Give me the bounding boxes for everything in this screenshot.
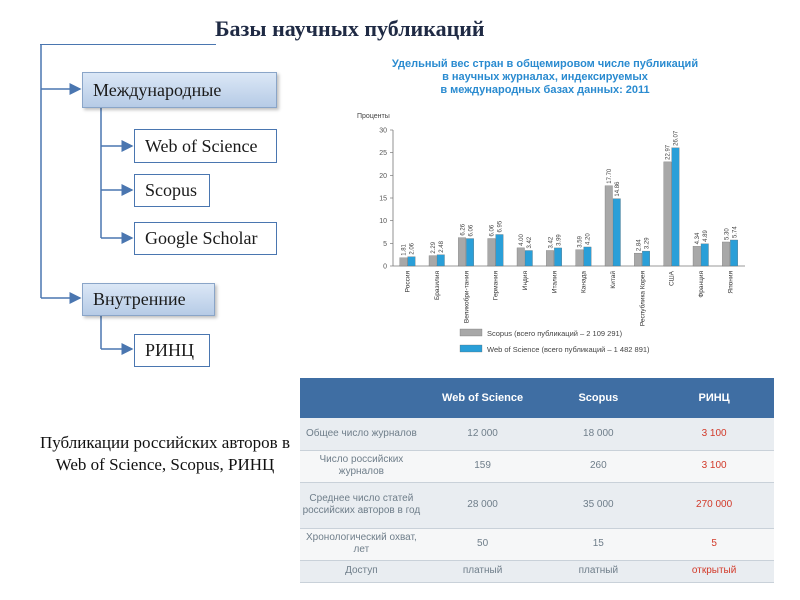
bar (672, 148, 680, 266)
bar (517, 248, 525, 266)
table-row (300, 482, 774, 528)
bar-value-label: 22.97 (665, 144, 672, 160)
cell-rinc: 270 000 (654, 482, 774, 528)
bar-value-label: 2.48 (439, 241, 445, 253)
bar (701, 244, 709, 266)
x-tick-label: Великобри-тания (463, 271, 471, 324)
row-label: Число российских журналов (300, 450, 423, 482)
y-tick-label: 0 (383, 263, 387, 271)
bar-value-label: 2.06 (409, 242, 416, 255)
bar-value-label: 6.06 (489, 224, 496, 237)
y-axis-label: Проценты (357, 113, 390, 120)
table-header-scopus: Scopus (542, 378, 654, 418)
cell-rinc: 3 100 (654, 450, 774, 482)
bar (496, 234, 504, 266)
bar-value-label: 3.42 (548, 236, 555, 249)
legend-entry: Scopus (всего публикаций – 2 109 291) (487, 329, 623, 338)
bar-value-label: 5.74 (732, 226, 739, 238)
x-tick-label: Франция (698, 271, 705, 298)
bar-value-label: 1.81 (401, 244, 408, 256)
bar-value-label: 3.99 (556, 234, 563, 246)
x-tick-label: Италия (551, 271, 559, 294)
x-tick-label: Китай (610, 271, 617, 289)
bar (730, 240, 738, 266)
cell-wos: 12 000 (423, 418, 543, 450)
bar-value-label: 2.29 (431, 241, 437, 254)
bar (400, 258, 408, 266)
bar (584, 247, 592, 266)
cell-wos: 50 (423, 528, 543, 560)
cell-rinc: 3 100 (654, 418, 774, 450)
cell-scopus: 18 000 (542, 418, 654, 450)
comparison-table (300, 378, 774, 576)
y-tick-label: 30 (379, 127, 387, 135)
node-domestic: Внутренние (82, 283, 215, 316)
bar-value-label: 4.34 (695, 232, 701, 245)
row-label: Среднее число статей российских авторов в год (300, 482, 423, 528)
cell-scopus: 15 (542, 528, 654, 560)
cell-wos: 159 (423, 450, 543, 482)
node-scopus: Scopus (134, 174, 210, 207)
x-tick-label: Бразилия (434, 271, 441, 300)
bar (554, 248, 562, 266)
bar-value-label: 4.00 (519, 234, 525, 246)
cell-wos: 28 000 (423, 482, 543, 528)
bar-value-label: 17.70 (607, 168, 613, 184)
bar (525, 250, 533, 266)
x-tick-label: США (668, 271, 676, 286)
table-header-wos: Web of Science (423, 378, 543, 418)
cell-rinc: открытый (654, 560, 774, 582)
bar (722, 242, 730, 266)
bar-value-label: 6.26 (460, 223, 467, 236)
bar-value-label: 26.07 (673, 130, 680, 146)
chart-title: Удельный вес стран в общемировом числе публикаций в научных журналах, индексируемых в международных базах данных: 2011 (391, 58, 699, 96)
bar (642, 251, 650, 266)
node-international: Международные (82, 72, 277, 108)
bar-value-label: 5.30 (724, 228, 731, 240)
bar-value-label: 14.86 (615, 181, 621, 197)
bar-value-label: 6.95 (497, 220, 504, 233)
cell-scopus: платный (542, 560, 654, 582)
y-tick-label: 25 (379, 150, 387, 158)
bar-value-label: 3.42 (527, 236, 533, 249)
table-row (300, 450, 774, 482)
cell-scopus: 35 000 (542, 482, 654, 528)
bar-chart (355, 58, 755, 368)
legend-swatch (460, 329, 482, 336)
x-tick-label: Япония (727, 271, 735, 294)
bar (664, 162, 672, 266)
table-row (300, 560, 774, 582)
row-label: Хронологический охват, лет (300, 528, 423, 560)
bar (613, 199, 621, 266)
legend-entry: Web of Science (всего публикаций – 1 482 891) (487, 345, 650, 354)
table-row (300, 418, 774, 450)
bar (634, 253, 642, 266)
bar (576, 250, 584, 266)
x-tick-label: Россия (404, 271, 412, 293)
node-web-of-science: Web of Science (134, 129, 277, 163)
bar (458, 238, 466, 266)
bar (605, 186, 613, 266)
bar (429, 256, 437, 266)
page-title: Базы научных публикаций (215, 16, 485, 41)
bar-value-label: 2.84 (636, 239, 643, 252)
y-tick-label: 20 (379, 172, 387, 180)
bar-value-label: 4.89 (703, 230, 709, 242)
cell-rinc: 5 (654, 528, 774, 560)
bar (488, 239, 496, 266)
bar (466, 239, 474, 266)
bar (437, 255, 445, 266)
caption-text: Публикации российских авторов в Web of Science, Scopus, РИНЦ (40, 433, 290, 474)
chart-svg (355, 58, 755, 368)
row-label: Доступ (300, 560, 423, 582)
bar-value-label: 3.59 (577, 236, 584, 248)
table-header-empty (300, 378, 423, 418)
y-tick-label: 15 (379, 195, 387, 203)
node-google-scholar: Google Scholar (134, 222, 277, 255)
legend-swatch (460, 345, 482, 352)
bar (408, 257, 416, 266)
bar (546, 250, 554, 266)
y-tick-label: 10 (379, 218, 387, 226)
bar-value-label: 4.20 (585, 233, 592, 245)
x-tick-label: Республика Корея (639, 271, 647, 327)
row-label: Общее число журналов (300, 418, 423, 450)
table-header-rinc: РИНЦ (654, 378, 774, 418)
x-tick-label: Германия (492, 271, 500, 301)
bar-value-label: 6.06 (468, 224, 475, 237)
table-row (300, 528, 774, 560)
bar (693, 246, 701, 266)
table-header-row (300, 378, 774, 418)
x-tick-label: Индия (522, 271, 529, 291)
y-tick-label: 5 (383, 240, 387, 248)
bar-value-label: 3.29 (644, 237, 651, 250)
node-rinc: РИНЦ (134, 334, 210, 367)
cell-scopus: 260 (542, 450, 654, 482)
x-tick-label: Канада (580, 271, 588, 294)
cell-wos: платный (423, 560, 543, 582)
